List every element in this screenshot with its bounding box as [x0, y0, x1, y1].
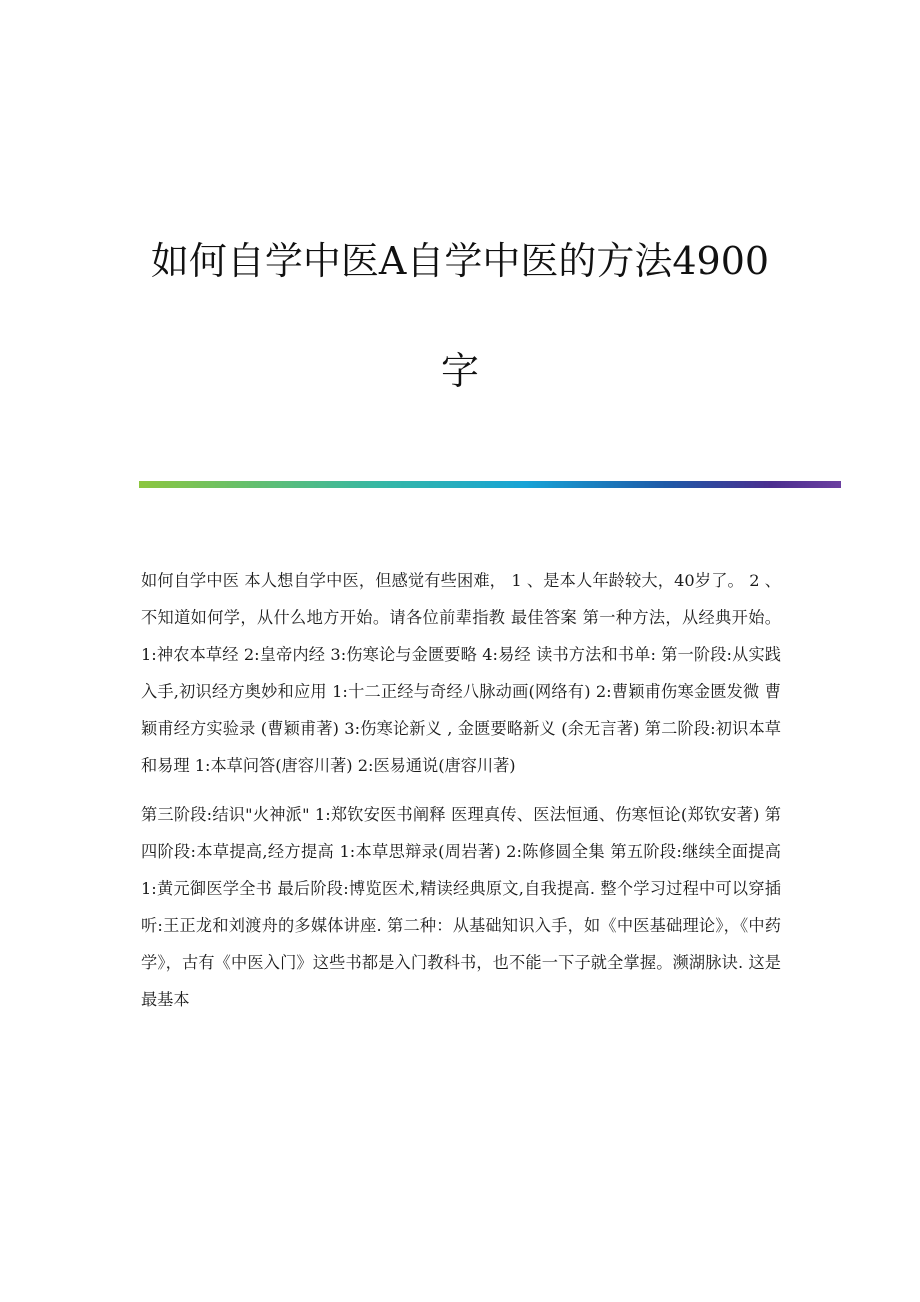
title-line-1: 如何自学中医A自学中医的方法4900	[150, 239, 770, 283]
gradient-divider	[139, 481, 841, 488]
paragraph-1: 如何自学中医 本人想自学中医，但感觉有些困难， 1 、是本人年龄较大，40岁了。 2 、不知道如何学，从什么地方开始。请各位前辈指教 最佳答案 第一种方法，从经典开始。 1:神农本草经 2:皇帝内经 3:伤寒论与金匮要略 4:易经 读书方法和书单: 第一阶段:从实践入手,初识经方奥妙和应用 1:十二正经与奇经八脉动画(网络有) 2:曹颖甫伤寒金匮发微 曹颖甫经方实验录 (曹颖甫著) 3:伤寒论新义 , 金匮要略新义 (余无言著) 第二阶段:初识本草和易理 1:本草问答(唐容川著) 2:医易通说(唐容川著)	[141, 571, 781, 775]
title-line-2: 字	[440, 349, 479, 393]
paragraph-2: 第三阶段:结识"火神派" 1:郑钦安医书阐释 医理真传、医法恒通、伤寒恒论(郑钦安著) 第四阶段:本草提高,经方提高 1:本草思辩录(周岩著) 2:陈修圆全集 第五阶段:继续全面提高 1:黄元御医学全书 最后阶段:博览医术,精读经典原文,自我提高. 整个学习过程中可以穿插听:王正龙和刘渡舟的多媒体讲座. 第二种：从基础知识入手，如《中医基础理论》，《中药学》，古有《中医入门》这些书都是入门教科书，也不能一下子就全掌握。濒湖脉诀. 这是最基本	[141, 805, 781, 1009]
document-body	[141, 562, 781, 1018]
document-title	[130, 206, 790, 426]
